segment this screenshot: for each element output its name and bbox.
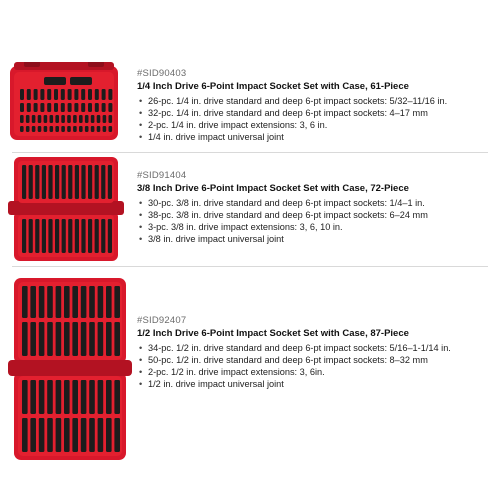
socket-shape: [81, 322, 87, 356]
socket-shape: [106, 322, 112, 356]
feature-item: • 26-pc. 1/4 in. drive standard and deep 6-pt impact sockets: 5/32–11/16 in.: [137, 95, 497, 107]
socket-shape: [79, 115, 83, 123]
feature-item: • 2-pc. 1/2 in. drive impact extensions: 3, 6in.: [137, 366, 497, 378]
socket-shape: [27, 89, 31, 100]
socket-shape: [34, 89, 38, 100]
feature-list: [137, 197, 497, 245]
socket-shape: [22, 380, 28, 414]
socket-shape: [79, 126, 83, 132]
socket-shape: [35, 219, 39, 253]
socket-shape: [73, 115, 77, 123]
feature-item: • 3/8 in. drive impact universal joint: [137, 233, 497, 245]
socket-shape: [61, 103, 65, 112]
feature-item: • 1/4 in. drive impact universal joint: [137, 131, 497, 143]
socket-shape: [26, 126, 30, 132]
socket-shape: [42, 219, 46, 253]
socket-shape: [56, 418, 62, 452]
socket-shape: [50, 126, 54, 132]
socket-shape: [61, 115, 65, 123]
socket-shape: [91, 126, 95, 132]
product-sku: #SID90403: [137, 68, 187, 79]
product-row-2: [0, 155, 500, 265]
socket-shape: [30, 418, 36, 452]
socket-shape: [64, 322, 70, 356]
socket-shape: [38, 115, 42, 123]
feature-list: [137, 95, 497, 143]
socket-shape: [54, 89, 58, 100]
socket-shape: [95, 165, 99, 199]
socket-shape: [22, 418, 28, 452]
socket-shape: [74, 89, 78, 100]
socket-shape: [56, 322, 62, 356]
socket-shape: [68, 165, 72, 199]
socket-shape: [95, 89, 99, 100]
socket-shape: [35, 165, 39, 199]
socket-shape: [81, 286, 87, 318]
socket-shape: [22, 286, 28, 318]
socket-shape: [114, 322, 120, 356]
feature-item: • 2-pc. 1/4 in. drive impact extensions: 3, 6 in.: [137, 119, 497, 131]
socket-shape: [64, 418, 70, 452]
socket-shape: [50, 115, 54, 123]
socket-case-illustration: [8, 62, 120, 142]
socket-shape: [47, 380, 53, 414]
feature-item: • 32-pc. 1/4 in. drive standard and deep 6-pt impact sockets: 4–17 mm: [137, 107, 497, 119]
socket-shape: [108, 103, 112, 112]
socket-shape: [75, 219, 79, 253]
socket-case-illustration: [8, 276, 132, 462]
socket-shape: [114, 286, 120, 318]
socket-shape: [29, 219, 33, 253]
socket-shape: [62, 165, 66, 199]
socket-shape: [72, 286, 78, 318]
product-title[interactable]: 1/4 Inch Drive 6-Point Impact Socket Set with Case, 61-Piece: [137, 81, 409, 92]
socket-shape: [109, 115, 113, 123]
socket-shape: [61, 89, 65, 100]
socket-shape: [85, 115, 89, 123]
product-sku: #SID92407: [137, 315, 187, 326]
socket-shape: [64, 286, 70, 318]
socket-shape: [89, 418, 95, 452]
socket-shape: [98, 286, 104, 318]
product-title[interactable]: 1/2 Inch Drive 6-Point Impact Socket Set with Case, 87-Piece: [137, 328, 409, 339]
socket-shape: [26, 115, 30, 123]
socket-shape: [68, 89, 72, 100]
socket-shape: [32, 126, 36, 132]
socket-shape: [73, 126, 77, 132]
socket-shape: [114, 380, 120, 414]
socket-shape: [81, 418, 87, 452]
socket-shape: [108, 219, 112, 253]
product-sku: #SID91404: [137, 170, 187, 181]
socket-shape: [88, 165, 92, 199]
feature-item: • 38-pc. 3/8 in. drive standard and deep 6-pt impact sockets: 6–24 mm: [137, 209, 497, 221]
feature-item: • 1/2 in. drive impact universal joint: [137, 378, 497, 390]
socket-shape: [97, 126, 101, 132]
socket-shape: [67, 115, 71, 123]
socket-shape: [114, 418, 120, 452]
socket-shape: [20, 89, 24, 100]
socket-shape: [22, 219, 26, 253]
socket-shape: [95, 103, 99, 112]
socket-shape: [39, 418, 45, 452]
socket-shape: [81, 103, 85, 112]
socket-shape: [91, 115, 95, 123]
socket-shape: [27, 103, 31, 112]
socket-shape: [108, 89, 112, 100]
socket-shape: [98, 418, 104, 452]
socket-shape: [22, 165, 26, 199]
socket-shape: [30, 286, 36, 318]
socket-shape: [55, 115, 59, 123]
socket-shape: [88, 103, 92, 112]
socket-shape: [101, 219, 105, 253]
socket-shape: [56, 380, 62, 414]
socket-shape: [103, 126, 107, 132]
socket-shape: [89, 286, 95, 318]
socket-shape: [47, 322, 53, 356]
socket-shape: [64, 380, 70, 414]
socket-shape: [98, 322, 104, 356]
socket-shape: [103, 115, 107, 123]
feature-item: • 3-pc. 3/8 in. drive impact extensions: 3, 6, 10 in.: [137, 221, 497, 233]
socket-shape: [39, 286, 45, 318]
feature-item: • 34-pc. 1/2 in. drive standard and deep 6-pt impact sockets: 5/16–1-1/14 in.: [137, 342, 497, 354]
divider: [12, 266, 488, 267]
feature-list: [137, 342, 497, 390]
socket-shape: [30, 380, 36, 414]
socket-shape: [74, 103, 78, 112]
socket-shape: [47, 89, 51, 100]
socket-shape: [88, 219, 92, 253]
socket-shape: [20, 126, 24, 132]
product-image-socket-set-61pc[interactable]: [8, 62, 120, 147]
socket-shape: [81, 219, 85, 253]
socket-shape: [22, 322, 28, 356]
socket-shape: [81, 89, 85, 100]
socket-shape: [47, 418, 53, 452]
socket-shape: [38, 126, 42, 132]
socket-shape: [85, 126, 89, 132]
socket-shape: [48, 219, 52, 253]
socket-shape: [47, 286, 53, 318]
socket-shape: [81, 165, 85, 199]
socket-shape: [101, 165, 105, 199]
socket-shape: [102, 89, 106, 100]
socket-shape: [55, 219, 59, 253]
feature-item: • 30-pc. 3/8 in. drive standard and deep 6-pt impact sockets: 1/4–1 in.: [137, 197, 497, 209]
socket-shape: [67, 126, 71, 132]
socket-shape: [72, 322, 78, 356]
socket-shape: [106, 286, 112, 318]
socket-shape: [48, 165, 52, 199]
socket-shape: [20, 115, 24, 123]
socket-shape: [39, 380, 45, 414]
socket-shape: [40, 89, 44, 100]
socket-shape: [56, 286, 62, 318]
socket-shape: [72, 418, 78, 452]
socket-shape: [98, 380, 104, 414]
socket-shape: [102, 103, 106, 112]
socket-case-illustration: [8, 155, 124, 263]
socket-shape: [109, 126, 113, 132]
socket-shape: [42, 165, 46, 199]
socket-shape: [39, 322, 45, 356]
socket-shape: [61, 126, 65, 132]
socket-shape: [89, 380, 95, 414]
feature-item: • 50-pc. 1/2 in. drive standard and deep 6-pt impact sockets: 8–32 mm: [137, 354, 497, 366]
socket-shape: [55, 126, 59, 132]
product-row-3: [0, 270, 500, 470]
socket-shape: [47, 103, 51, 112]
socket-shape: [106, 418, 112, 452]
socket-shape: [68, 103, 72, 112]
socket-shape: [72, 380, 78, 414]
socket-shape: [106, 380, 112, 414]
socket-shape: [89, 322, 95, 356]
socket-shape: [34, 103, 38, 112]
socket-shape: [20, 103, 24, 112]
socket-shape: [95, 219, 99, 253]
product-image-socket-set-72pc[interactable]: [8, 155, 124, 268]
socket-shape: [29, 165, 33, 199]
socket-shape: [44, 126, 48, 132]
socket-shape: [97, 115, 101, 123]
socket-shape: [55, 165, 59, 199]
socket-shape: [88, 89, 92, 100]
socket-shape: [40, 103, 44, 112]
socket-shape: [54, 103, 58, 112]
socket-shape: [62, 219, 66, 253]
divider: [12, 152, 488, 153]
socket-shape: [30, 322, 36, 356]
product-row-1: [0, 0, 500, 160]
socket-shape: [32, 115, 36, 123]
socket-shape: [108, 165, 112, 199]
product-title[interactable]: 3/8 Inch Drive 6-Point Impact Socket Set with Case, 72-Piece: [137, 183, 409, 194]
socket-shape: [68, 219, 72, 253]
product-image-socket-set-87pc[interactable]: [8, 276, 132, 467]
socket-shape: [81, 380, 87, 414]
socket-shape: [44, 115, 48, 123]
socket-shape: [75, 165, 79, 199]
